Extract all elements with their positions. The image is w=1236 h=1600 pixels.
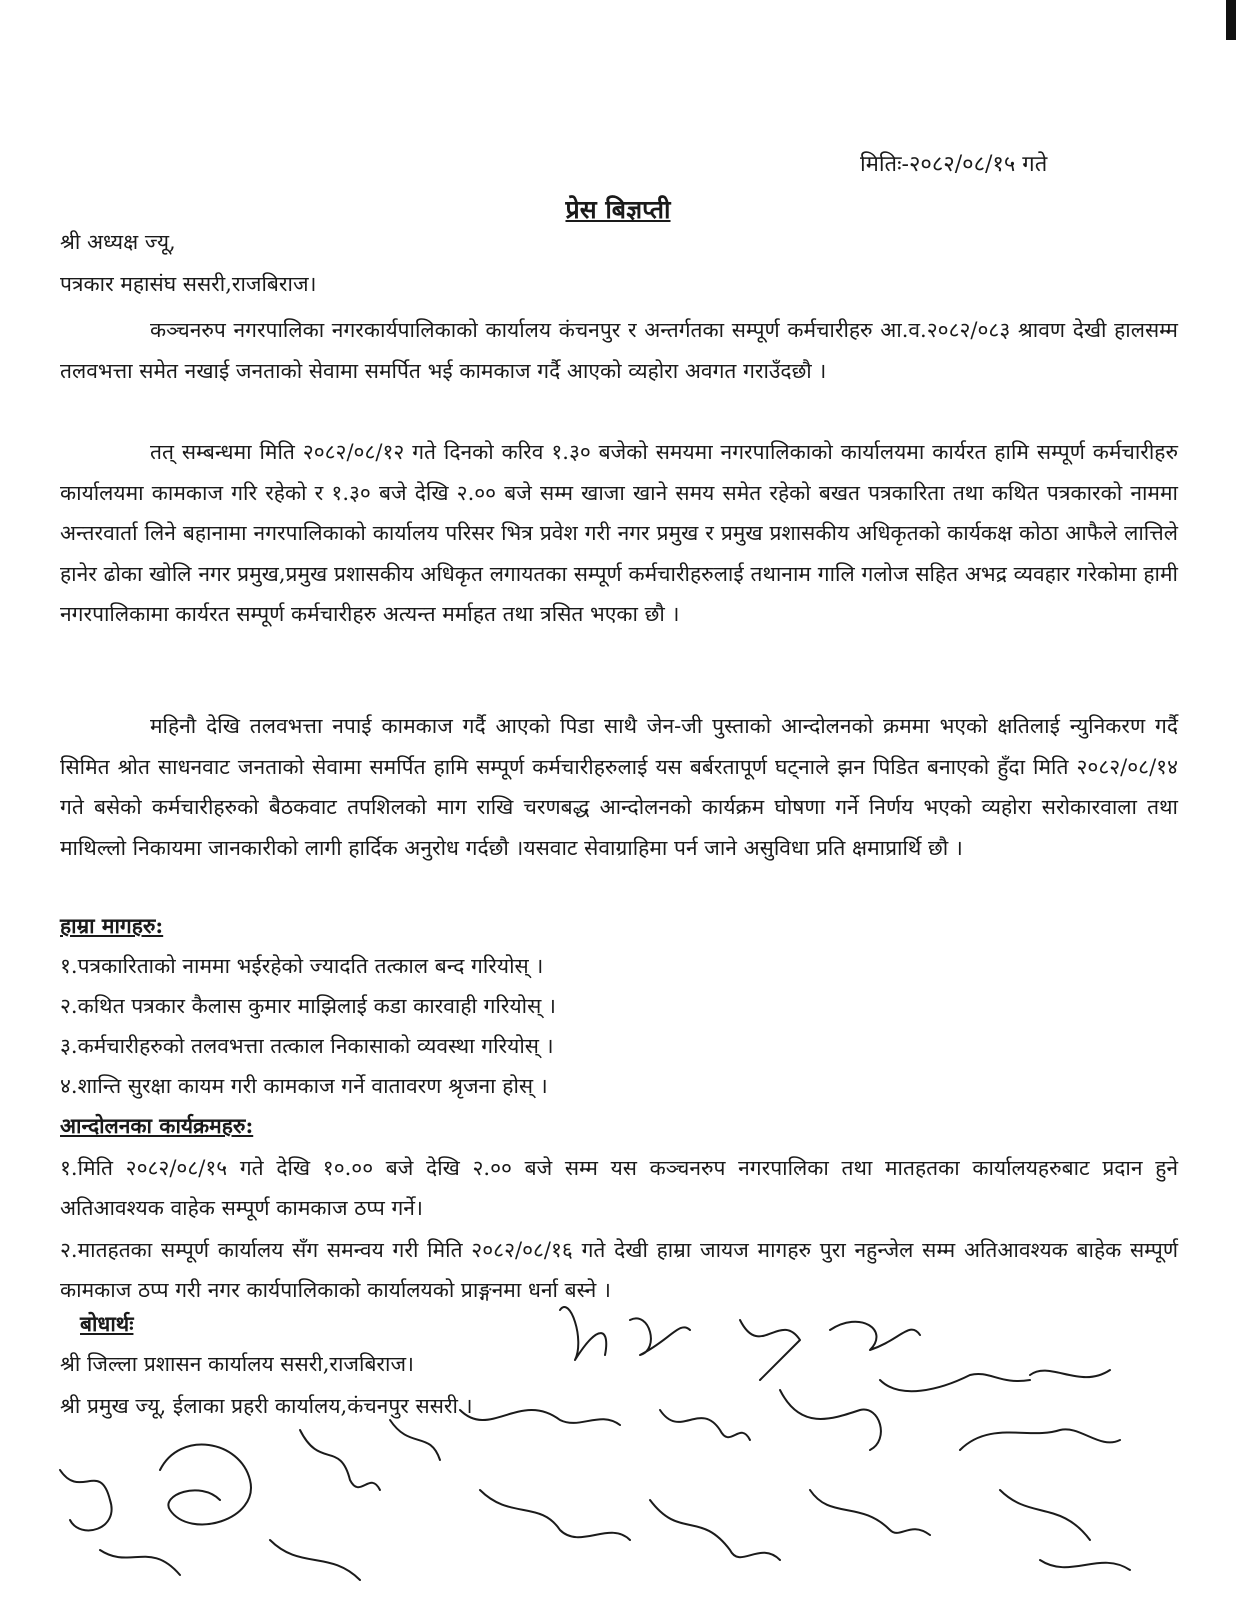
signature <box>1000 1490 1130 1570</box>
signature <box>60 1470 112 1530</box>
signature <box>660 1410 750 1440</box>
cc-item: श्री जिल्ला प्रशासन कार्यालय ससरी,राजबिराज। <box>60 1352 415 1376</box>
signature <box>480 1490 630 1540</box>
signature <box>390 1420 440 1460</box>
signature <box>560 1307 690 1360</box>
signature <box>460 1410 620 1425</box>
signatures-block <box>40 1300 1200 1600</box>
program-item: १.मिति २०८२/०८/१५ गते देखि १०.०० बजे देखि २.०० बजे सम्म यस कञ्चनरुप नगरपालिका तथा मातहतका कार्यालयहरुबाट प्रदान हुने अतिआवश्यक वाहेक सम्पूर्ण कामकाज ठप्प गर्ने। <box>60 1156 1178 1220</box>
demands-heading: हाम्रा मागहरु: <box>60 913 164 938</box>
paragraph-text: कञ्चनरुप नगरपालिका नगरकार्यपालिकाको कार्यालय कंचनपुर र अन्तर्गतका सम्पूर्ण कर्मचारीहरु आ.व.२०८२/०८३ श्रावण देखी हालसम्म तलवभत्ता समेत नखाई जनताको सेवामा समर्पित भई कामकाज गर्दै आएको व्यहोरा अवगत गराउँदछौ । <box>60 318 1178 383</box>
paragraph-text: तत् सम्बन्धमा मिति २०८२/०८/१२ गते दिनको करिव १.३० बजेको समयमा नगरपालिकाको कार्यालयमा कार्यरत हामि सम्पूर्ण कर्मचारीहरु कार्यालयमा कामकाज गरि रहेको र १.३० बजे देखि २.०० बजे सम्म खाजा खाने समय समेत रहेको बखत पत्रकारिता तथा कथित पत्रकारको नाममा अन्तरवार्ता लिने बहानामा नगरपालिकाको कार्यालय परिसर भित्र प्रवेश गरी नगर प्रमुख र प्रमुख प्रशासकीय अधिकृतको कार्यकक्ष कोठा आफैले लात्तिले हानेर ढोका खोलि नगर प्रमुख,प्रमुख प्रशासकीय अधिकृत लगायतका सम्पूर्ण कर्मचारीहरुलाई तथानाम गालि गलोज सहित अभद्र व्यवहार गरेकोमा हामी नगरपालिकामा कार्यरत सम्पूर्ण कर्मचारीहरु अत्यन्त मर्माहत तथा त्रसित भएका छौ । <box>60 440 1178 626</box>
demand-item: २.कथित पत्रकार कैलास कुमार माझिलाई कडा कारवाही गरियोस् । <box>60 994 556 1018</box>
signature <box>810 1490 930 1535</box>
signature <box>960 1429 1120 1450</box>
signature <box>780 1390 881 1450</box>
signature <box>300 1430 380 1490</box>
programs-heading: आन्दोलनका कार्यक्रमहरु: <box>60 1113 254 1138</box>
cc-item: श्री प्रमुख ज्यू, ईलाका प्रहरी कार्यालय,कंचनपुर ससरी । <box>60 1394 473 1418</box>
body-paragraph-1 <box>60 310 1178 391</box>
body-paragraph-3 <box>60 706 1178 868</box>
scan-edge-mark <box>1226 0 1236 40</box>
signature <box>160 1445 251 1525</box>
document-title: प्रेस बिज्ञप्ती <box>565 195 671 224</box>
signature <box>650 1500 780 1560</box>
signature <box>880 1370 1110 1391</box>
demand-item: ३.कर्मचारीहरुको तलवभत्ता तत्काल निकासाको व्यवस्था गरियोस् । <box>60 1034 554 1058</box>
body-paragraph-2 <box>60 432 1178 635</box>
addressee-line-2: पत्रकार महासंघ ससरी,राजबिराज। <box>60 272 317 296</box>
document-date: मितिः-२०८२/०८/१५ गते <box>860 152 1048 177</box>
demand-item: १.पत्रकारिताको नाममा भईरहेको ज्यादति तत्काल बन्द गरियोस् । <box>60 954 544 978</box>
signature <box>740 1320 920 1380</box>
demand-item: ४.शान्ति सुरक्षा कायम गरी कामकाज गर्ने वातावरण श्रृजना होस् । <box>60 1074 548 1098</box>
program-item: २.मातहतका सम्पूर्ण कार्यालय सँग समन्वय गरी मिति २०८२/०८/१६ गते देखी हाम्रा जायज मागहरु पुरा नहुन्जेल सम्म अतिआवश्यक बाहेक सम्पूर्ण कामकाज ठप्प गरी नगर कार्यपालिकाको कार्यालयको प्राङ्गनमा धर्ना बस्ने । <box>60 1238 1178 1302</box>
signature <box>100 1540 360 1580</box>
cc-heading: बोधार्थः <box>80 1311 134 1336</box>
paragraph-text: महिनौ देखि तलवभत्ता नपाई कामकाज गर्दै आएको पिडा साथै जेन-जी पुस्ताको आन्दोलनको क्रममा भएको क्षतिलाई न्युनिकरण गर्दै सिमित श्रोत साधनवाट जनताको सेवामा समर्पित हामि सम्पूर्ण कर्मचारीहरुलाई यस बर्बरतापूर्ण घट्नाले झन पिडित बनाएको हुँदा मिति २०८२/०८/१४ गते बसेको कर्मचारीहरुको बैठकवाट तपशिलको माग राखि चरणबद्ध आन्दोलनको कार्यक्रम घोषणा गर्ने निर्णय भएको व्यहोरा सरोकारवाला तथा माथिल्लो निकायमा जानकारीको लागी हार्दिक अनुरोध गर्दछौ ।यसवाट सेवाग्राहिमा पर्न जाने असुविधा प्रति क्षमाप्रार्थि छौ । <box>60 714 1178 860</box>
addressee-line-1: श्री अध्यक्ष ज्यू, <box>60 230 176 254</box>
